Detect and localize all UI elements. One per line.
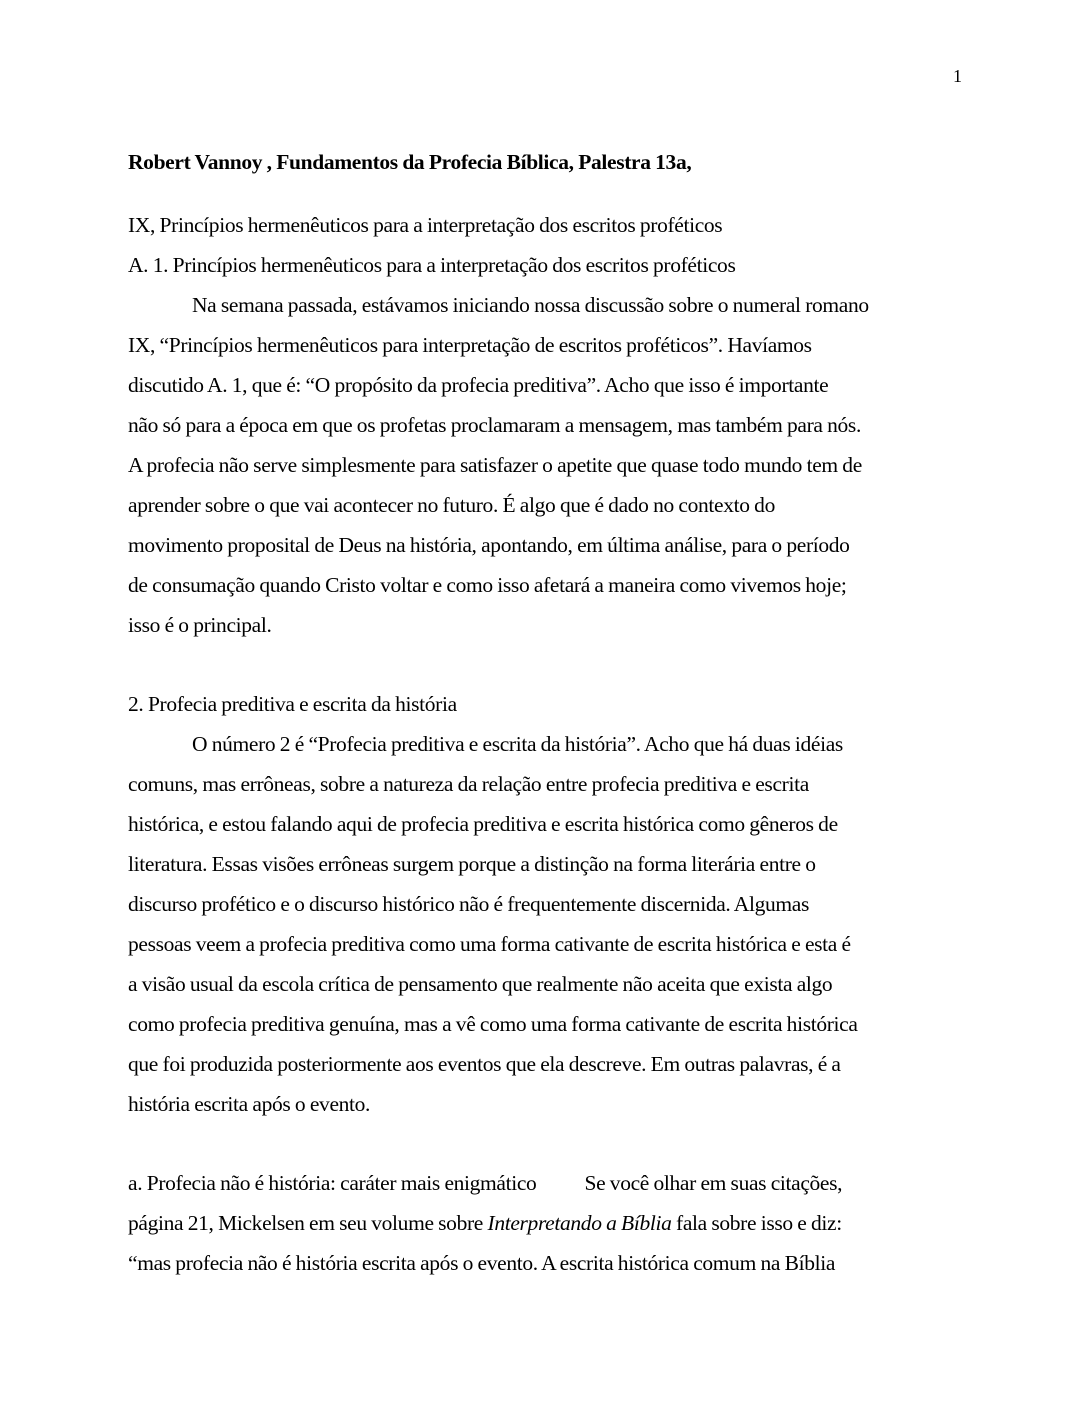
paragraph-line: histórica, e estou falando aqui de profecia preditiva e escrita histórica como gêneros de — [128, 812, 838, 836]
paragraph-line: pessoas veem a profecia preditiva como uma forma cativante de escrita histórica e esta é — [128, 932, 851, 956]
paragraph-line: a visão usual da escola crítica de pensamento que realmente não aceita que exista algo — [128, 972, 833, 996]
paragraph-line: isso é o principal. — [128, 613, 272, 637]
paragraph-line — [128, 1210, 842, 1236]
heading-2: 2. Profecia preditiva e escrita da história — [128, 692, 457, 716]
paragraph-line: movimento proposital de Deus na história, apontando, em última análise, para o período — [128, 533, 850, 557]
paragraph-text: página 21, Mickelsen em seu volume sobre — [128, 1211, 488, 1235]
paragraph-line: história escrita após o evento. — [128, 1092, 371, 1116]
section-heading: IX, Princípios hermenêuticos para a interpretação dos escritos proféticos — [128, 213, 723, 237]
paragraph-line: discurso profético e o discurso histórico não é frequentemente discernida. Algumas — [128, 892, 809, 916]
paragraph-line: discutido A. 1, que é: “O propósito da profecia preditiva”. Acho que isso é importante — [128, 373, 829, 397]
paragraph-text: Se você olhar em suas citações, — [584, 1171, 843, 1195]
paragraph-line: literatura. Essas visões errôneas surgem porque a distinção na forma literária entre o — [128, 852, 816, 876]
paragraph-line: A profecia não serve simplesmente para satisfazer o apetite que quase todo mundo tem de — [128, 453, 862, 477]
paragraph-line: IX, “Princípios hermenêuticos para interpretação de escritos proféticos”. Havíamos — [128, 333, 812, 357]
paragraph-line: Na semana passada, estávamos iniciando nossa discussão sobre o numeral romano — [192, 293, 869, 317]
paragraph-text: fala sobre isso e diz: — [671, 1211, 842, 1235]
paragraph-line: como profecia preditiva genuína, mas a vê como uma forma cativante de escrita histórica — [128, 1012, 858, 1036]
subheading-a: a. Profecia não é história: caráter mais enigmático — [128, 1171, 537, 1195]
paragraph-line: não só para a época em que os profetas proclamaram a mensagem, mas também para nós. — [128, 413, 861, 437]
page-number: 1 — [953, 66, 962, 86]
paragraph-line: O número 2 é “Profecia preditiva e escrita da história”. Acho que há duas idéias — [192, 732, 843, 756]
paragraph-line — [128, 1170, 842, 1196]
paragraph-line: “mas profecia não é história escrita após o evento. A escrita histórica comum na Bíblia — [128, 1251, 836, 1275]
paragraph-line: aprender sobre o que vai acontecer no futuro. É algo que é dado no contexto do — [128, 493, 775, 517]
book-title: Interpretando a Bíblia — [487, 1211, 672, 1235]
subsection-heading: A. 1. Princípios hermenêuticos para a interpretação dos escritos proféticos — [128, 253, 736, 277]
document-title: Robert Vannoy , Fundamentos da Profecia Bíblica, Palestra 13a, — [128, 150, 692, 174]
paragraph-line: que foi produzida posteriormente aos eventos que ela descreve. Em outras palavras, é a — [128, 1052, 841, 1076]
paragraph-line: de consumação quando Cristo voltar e como isso afetará a maneira como vivemos hoje; — [128, 573, 847, 597]
paragraph-line: comuns, mas errôneas, sobre a natureza da relação entre profecia preditiva e escrita — [128, 772, 809, 796]
